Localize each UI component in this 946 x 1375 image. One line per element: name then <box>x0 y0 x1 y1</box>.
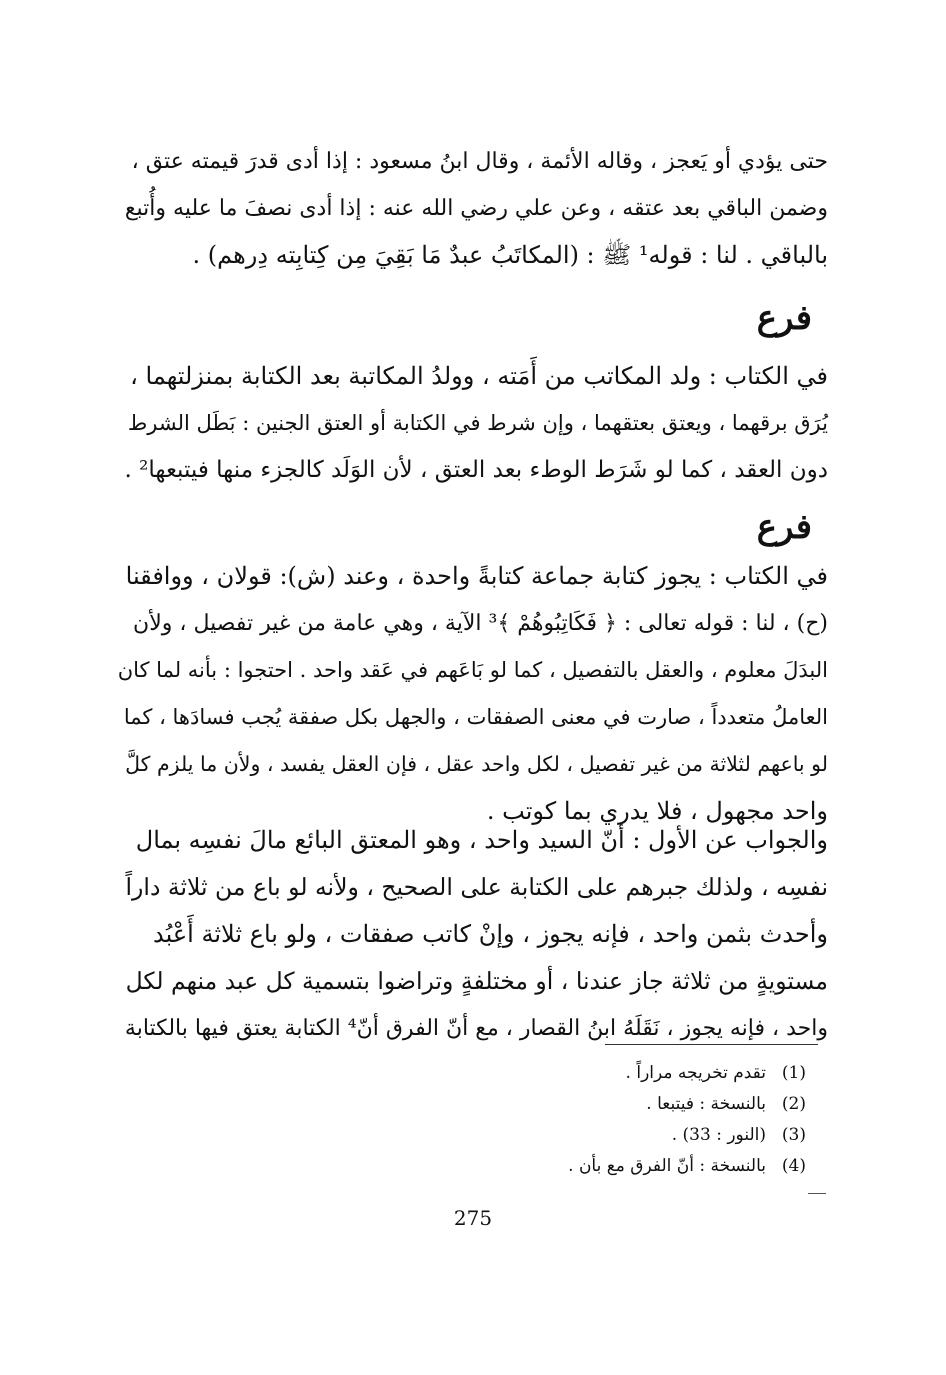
paragraph-1 <box>118 138 828 279</box>
text-line: واحد ، فإنه يجوز ، نَقَلَهُ ابنُ القصار ، مع أنّ الفرق أنّ⁴ الكتابة يعتق فيها بالكتابة <box>124 1016 828 1041</box>
section-heading: فرع <box>756 298 812 338</box>
text-line: يُرَق برقهما ، ويعتق بعتقهما ، وإن شرط في الكتابة أو العتق الجنين : بَطَل الشرط <box>127 411 828 435</box>
paragraph-3 <box>118 553 828 835</box>
paragraph-4 <box>118 817 828 1052</box>
paragraph-2 <box>118 353 828 494</box>
text-line: لو باعهم لثلاثة من غير تفصيل ، لكل واحد عقل ، فإن العقل يفسد ، ولأن ما يلزم كلَّ <box>125 752 828 776</box>
text-line: والجواب عن الأول : أنّ السيد واحد ، وهو المعتق البائع مالَ نفسِه بمال <box>135 826 828 854</box>
footnote-text: بالنسخة : فيتبعا . <box>646 1094 766 1114</box>
footnote <box>568 1151 806 1182</box>
text-line: في الكتاب : ولد المكاتب من أَمَته ، وولدُ المكاتبة بعد الكتابة بمنزلتهما ، <box>130 362 828 390</box>
text-line: دون العقد ، كما لو شَرَط الوطء بعد العتق ، لأن الوَلَد كالجزء منها فيتبعها² . <box>124 457 828 483</box>
footnote-text: بالنسخة : أنّ الفرق مع بأن . <box>568 1156 766 1176</box>
text-line: وأحدث بثمن واحد ، فإنه يجوز ، وإنْ كاتب صفقات ، ولو باع ثلاثة أَعْبُد <box>153 920 828 948</box>
footnote <box>568 1089 806 1120</box>
footnote-text: (النور : 33) . <box>671 1125 766 1145</box>
footnote-divider <box>605 1044 818 1045</box>
footnote-number: (4) <box>781 1156 806 1176</box>
footnotes <box>568 1058 806 1182</box>
text-line: في الكتاب : يجوز كتابة جماعة كتابةً واحدة ، وعند (ش): قولان ، ووافقنا <box>125 562 828 590</box>
footnote-number: (1) <box>781 1063 806 1083</box>
text-line: العاملُ متعدداً ، صارت في معنى الصفقات ، والجهل بكل صفقة يُجب فسادَها ، كما <box>123 705 828 729</box>
text-line: بالباقي . لنا : قوله¹ ﷺ : (المكاتَبُ عبدٌ مَا بَقِيَ مِن كِتابِته دِرهم) . <box>192 241 828 269</box>
footnote <box>568 1120 806 1151</box>
text-line: (ح) ، لنا : قوله تعالى : ﴿ فَكَاتِبُوهُمْ ﴾³ الآية ، وهي عامة من غير تفصيل ، ولأن <box>133 611 828 636</box>
text-line: مستويةٍ من ثلاثة جاز عندنا ، أو مختلفةٍ وتراضوا بتسمية كل عبد منهم لكل <box>125 967 828 995</box>
footnote-number: (3) <box>781 1125 806 1145</box>
section-heading: فرع <box>756 507 812 547</box>
page-number: 275 <box>453 1206 493 1230</box>
footnote-number: (2) <box>781 1094 806 1114</box>
footnote-text: تقدم تخريجه مراراً . <box>625 1063 766 1083</box>
text-line: وضمن الباقي بعد عتقه ، وعن علي رضي الله عنه : إذا أدى نصفَ ما عليه وأُتبع <box>124 196 828 221</box>
text-line: نفسِه ، ولذلك جبرهم على الكتابة على الصحيح ، ولأنه لو باع من ثلاثة داراً <box>125 873 828 901</box>
text-line: واحد مجهول ، فلا يدري بما كوتب . <box>486 797 828 825</box>
continuation-mark <box>808 1193 826 1194</box>
footnote <box>568 1058 806 1089</box>
text-line: حتى يؤدي أو يَعجز ، وقاله الأئمة ، وقال ابنُ مسعود : إذا أدى قدرَ قيمته عتق ، <box>131 149 828 174</box>
text-line: البدَلَ معلوم ، والعقل بالتفصيل ، كما لو بَاعَهم في عَقد واحد . احتجوا : بأنه لما كان <box>117 658 828 682</box>
